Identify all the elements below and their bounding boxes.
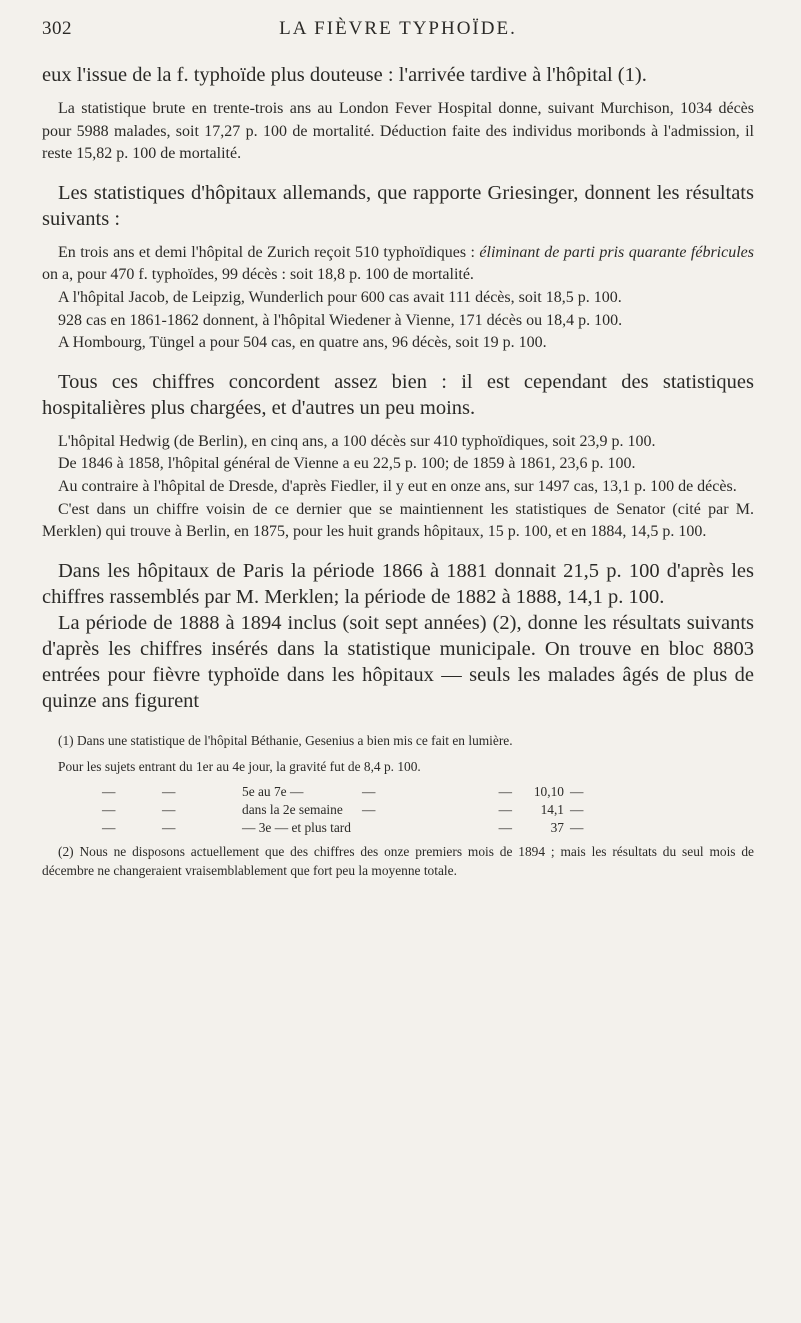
footnote-2: (2) Nous ne disposons actuellement que des chiffres des onze premiers mois de 1894 ; mais les résultats du seul mois de décembre ne changeraient vraisemblablement que fort peu la moyenne totale. bbox=[42, 844, 754, 878]
page-number: 302 bbox=[42, 18, 72, 39]
running-title: LA FIÈVRE TYPHOÏDE. bbox=[279, 18, 517, 39]
footnote-1: (1) Dans une statistique de l'hôpital Béthanie, Gesenius a bien mis ce fait en lumière. bbox=[58, 732, 513, 748]
paragraph-continuation: eux l'issue de la f. typhoïde plus douteuse : l'arrivée tardive à l'hôpital (1). bbox=[42, 64, 647, 86]
paragraph-london-statistics: La statistique brute en trente-trois ans au London Fever Hospital donne, suivant Murchison, 1034 décès pour 5988 malades, soit 17,27 p. 100 de mortalité. Déduction faite des individus moribonds à l'admission, il reste 15,82 p. 100 de mortalité. bbox=[42, 100, 754, 163]
running-header bbox=[42, 18, 754, 44]
footnote-1-table bbox=[42, 783, 754, 838]
footnote-1-intro: Pour les sujets entrant du 1er au 4e jour, la gravité fut de 8,4 p. 100. bbox=[58, 759, 421, 775]
paragraph-period-1888-1894: La période de 1888 à 1894 inclus (soit sept années) (2), donne les résultats suivants d'après les chiffres insérés dans la statistique municipale. On trouve en bloc 8803 entrées pour fièvre typhoïde dans les hôpitaux — seuls les malades âgés de plus de quinze ans figurent bbox=[42, 611, 754, 712]
zurich-emphasis: éliminant de parti pris quarante fébricules bbox=[479, 243, 754, 261]
paragraph-leipzig: A l'hôpital Jacob, de Leipzig, Wunderlich pour 600 cas avait 111 décès, soit 18,5 p. 100. bbox=[58, 288, 622, 306]
paragraph-vienna-general: De 1846 à 1858, l'hôpital général de Vienne a eu 22,5 p. 100; de 1859 à 1861, 23,6 p. 100. bbox=[58, 455, 636, 473]
paragraph-paris-hospitals: Dans les hôpitaux de Paris la période 1866 à 1881 donnait 21,5 p. 100 d'après les chiffres rassemblés par M. Merklen; la période de 1882 à 1888, 14,1 p. 100. bbox=[42, 559, 754, 608]
paragraph-dresden: Au contraire à l'hôpital de Dresde, d'après Fiedler, il y eut en onze ans, sur 1497 cas, 13,1 p. 100 de décès. bbox=[58, 477, 737, 495]
paragraph-german-hospitals-intro: Les statistiques d'hôpitaux allemands, que rapporte Griesinger, donnent les résultats suivants : bbox=[42, 181, 754, 230]
zurich-text-end: on a, pour 470 f. typhoïdes, 99 décès : soit 18,8 p. 100 de mortalité. bbox=[42, 266, 474, 284]
paragraph-berlin-hedwig: L'hôpital Hedwig (de Berlin), en cinq ans, a 100 décès sur 410 typhoïdiques, soit 23,9 p. 100. bbox=[58, 432, 656, 450]
table-row: — — — 3e — et plus tard — 37 — bbox=[102, 819, 584, 835]
table-row: — — dans la 2e semaine — — 14,1 — bbox=[102, 801, 584, 817]
paragraph-zurich bbox=[42, 242, 754, 287]
page-body bbox=[42, 62, 754, 880]
paragraph-senator: C'est dans un chiffre voisin de ce dernier que se maintiennent les statistiques de Senator (cité par M. Merklen) qui trouve à Berlin, en 1875, pour les huit grands hôpitaux, 15 p. 100, et en 1884, 14,5 p. 100. bbox=[42, 500, 754, 541]
paragraph-vienna-wiedener: 928 cas en 1861-1862 donnent, à l'hôpital Wiedener à Vienne, 171 décès ou 18,4 p. 100. bbox=[58, 311, 623, 329]
zurich-text-start: En trois ans et demi l'hôpital de Zurich reçoit 510 typhoïdiques : bbox=[58, 243, 480, 261]
table-row: — — 5e au 7e — — — 10,10 — bbox=[102, 783, 584, 799]
paragraph-hombourg: A Hombourg, Tüngel a pour 504 cas, en quatre ans, 96 décès, soit 19 p. 100. bbox=[58, 334, 547, 352]
paragraph-concordance: Tous ces chiffres concordent assez bien : il est cependant des statistiques hospitalières plus chargées, et d'autres un peu moins. bbox=[42, 370, 754, 419]
footnotes bbox=[42, 732, 754, 880]
